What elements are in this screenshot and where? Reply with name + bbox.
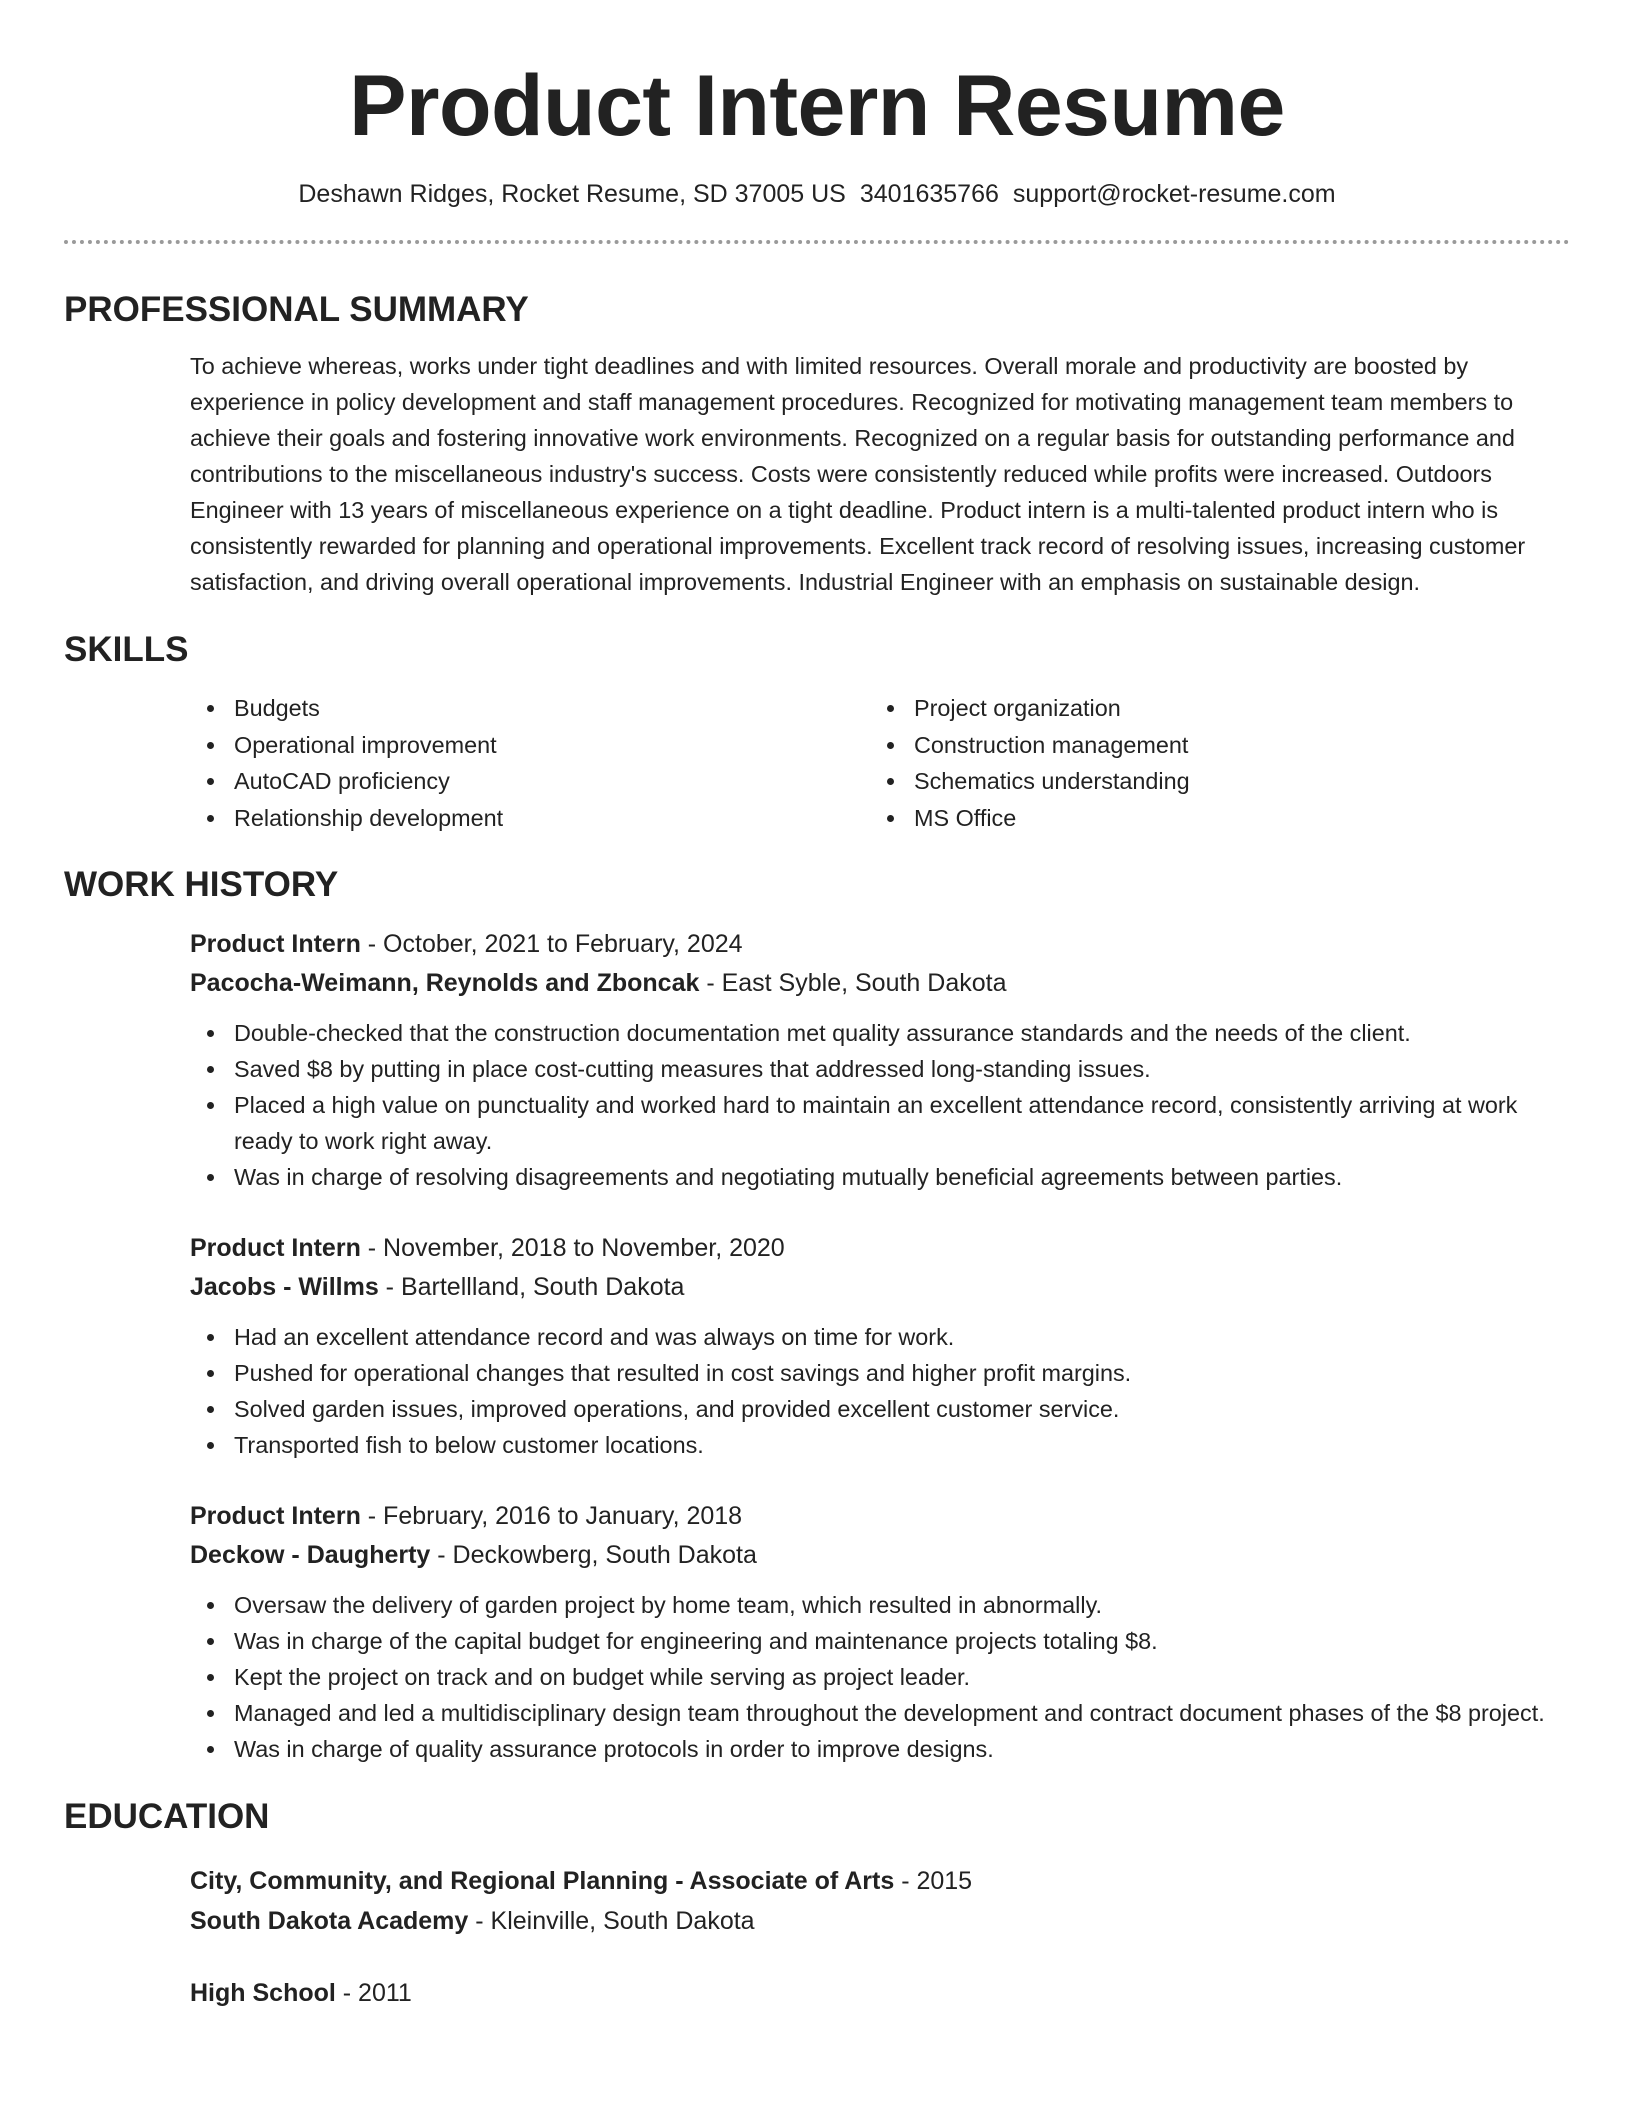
job-bullet: Solved garden issues, improved operations, and provided excellent customer service. (190, 1391, 1570, 1427)
skill-item: Project organization (870, 690, 1550, 727)
job-bullet: Oversaw the delivery of garden project by home team, which resulted in abnormally. (190, 1587, 1570, 1623)
work-section (64, 863, 1570, 1767)
skill-item: Relationship development (190, 800, 870, 837)
skill-item: Operational improvement (190, 727, 870, 764)
skills-heading: SKILLS (64, 630, 189, 669)
education-location: - Kleinville, South Dakota (468, 1906, 755, 1935)
contact-line (64, 178, 1570, 210)
job-title-line (190, 925, 1570, 964)
job-bullet: Transported fish to below customer locations. (190, 1427, 1570, 1463)
job-company-line (190, 964, 1570, 1003)
job-location: - Deckowberg, South Dakota (430, 1540, 757, 1569)
education-degree: City, Community, and Regional Planning - Associate of Arts (190, 1866, 895, 1895)
header-divider (64, 240, 1570, 244)
skill-item: Budgets (190, 690, 870, 727)
education-heading: EDUCATION (64, 1796, 270, 1836)
job-bullet: Saved $8 by putting in place cost-cutting measures that addressed long-standing issues. (190, 1051, 1570, 1087)
job-bullet: Managed and led a multidisciplinary design team throughout the development and contract document phases of the $8 project. (190, 1695, 1570, 1731)
summary-heading: PROFESSIONAL SUMMARY (64, 290, 529, 329)
education-section (64, 1795, 1570, 2013)
contact-address: Deshawn Ridges, Rocket Resume, SD 37005 US (298, 180, 846, 208)
job-entry (190, 1497, 1570, 1767)
skills-list-left (190, 690, 870, 837)
job-company: Deckow - Daugherty (190, 1540, 431, 1569)
job-bullets (190, 1319, 1570, 1463)
job-bullet: Kept the project on track and on budget while serving as project leader. (190, 1659, 1570, 1695)
education-degree: High School (190, 1978, 336, 2007)
job-bullet: Was in charge of the capital budget for engineering and maintenance projects totaling $8. (190, 1623, 1570, 1659)
job-company-line (190, 1536, 1570, 1575)
education-year: - 2015 (894, 1866, 973, 1895)
skills-grid (190, 690, 1570, 837)
skill-item: Construction management (870, 727, 1550, 764)
education-year: - 2011 (335, 1978, 412, 2007)
skill-item: MS Office (870, 800, 1550, 837)
job-title-line (190, 1497, 1570, 1536)
job-title: Product Intern (190, 1501, 361, 1530)
job-title: Product Intern (190, 929, 361, 958)
skill-item: Schematics understanding (870, 763, 1550, 800)
job-dates: - October, 2021 to February, 2024 (360, 929, 743, 958)
summary-section (64, 288, 1570, 600)
job-location: - Bartellland, South Dakota (378, 1272, 685, 1301)
resume-page (64, 56, 1570, 2013)
job-bullet: Had an excellent attendance record and was always on time for work. (190, 1319, 1570, 1355)
job-title-line (190, 1229, 1570, 1268)
job-entry (190, 1229, 1570, 1463)
job-location: - East Syble, South Dakota (699, 968, 1007, 997)
work-heading: WORK HISTORY (64, 864, 339, 904)
job-bullet: Was in charge of resolving disagreements and negotiating mutually beneficial agreements between parties. (190, 1159, 1570, 1195)
education-school-line (190, 1901, 1570, 1941)
skill-item: AutoCAD proficiency (190, 763, 870, 800)
skills-list-right (870, 690, 1550, 837)
summary-text: To achieve whereas, works under tight deadlines and with limited resources. Overall morale and productivity are boosted by experience in policy development and staff management procedures. Recognized for motivating management team members to achieve their goals and fostering innovative work environments. Recognized on a regular basis for outstanding performance and contributions to the miscellaneous industry's success. Costs were consistently reduced while profits were increased. Outdoors Engineer with 13 years of miscellaneous experience on a tight deadline. Product intern is a multi-talented product intern who is consistently rewarded for planning and operational improvements. Excellent track record of resolving issues, increasing customer satisfaction, and driving overall operational improvements. Industrial Engineer with an emphasis on sustainable design. (190, 353, 1526, 595)
job-dates: - February, 2016 to January, 2018 (360, 1501, 743, 1530)
education-entry (190, 1973, 1570, 2013)
education-entry (190, 1861, 1570, 1941)
job-entry (190, 925, 1570, 1195)
job-title: Product Intern (190, 1233, 361, 1262)
job-company-line (190, 1268, 1570, 1307)
page-title: Product Intern Resume (349, 58, 1285, 154)
education-school: South Dakota Academy (190, 1906, 469, 1935)
job-dates: - November, 2018 to November, 2020 (360, 1233, 785, 1262)
job-company: Pacocha-Weimann, Reynolds and Zboncak (190, 968, 700, 997)
contact-phone: 3401635766 (859, 180, 999, 208)
job-bullet: Was in charge of quality assurance protocols in order to improve designs. (190, 1731, 1570, 1767)
education-degree-line (190, 1973, 1570, 2013)
job-bullets (190, 1015, 1570, 1195)
skills-section (64, 628, 1570, 837)
job-company: Jacobs - Willms (190, 1272, 379, 1301)
contact-email: support@rocket-resume.com (1012, 180, 1336, 208)
job-bullets (190, 1587, 1570, 1767)
job-bullet: Double-checked that the construction documentation met quality assurance standards and the needs of the client. (190, 1015, 1570, 1051)
education-degree-line (190, 1861, 1570, 1901)
job-bullet: Placed a high value on punctuality and worked hard to maintain an excellent attendance record, consistently arriving at work ready to work right away. (190, 1087, 1570, 1159)
job-bullet: Pushed for operational changes that resulted in cost savings and higher profit margins. (190, 1355, 1570, 1391)
